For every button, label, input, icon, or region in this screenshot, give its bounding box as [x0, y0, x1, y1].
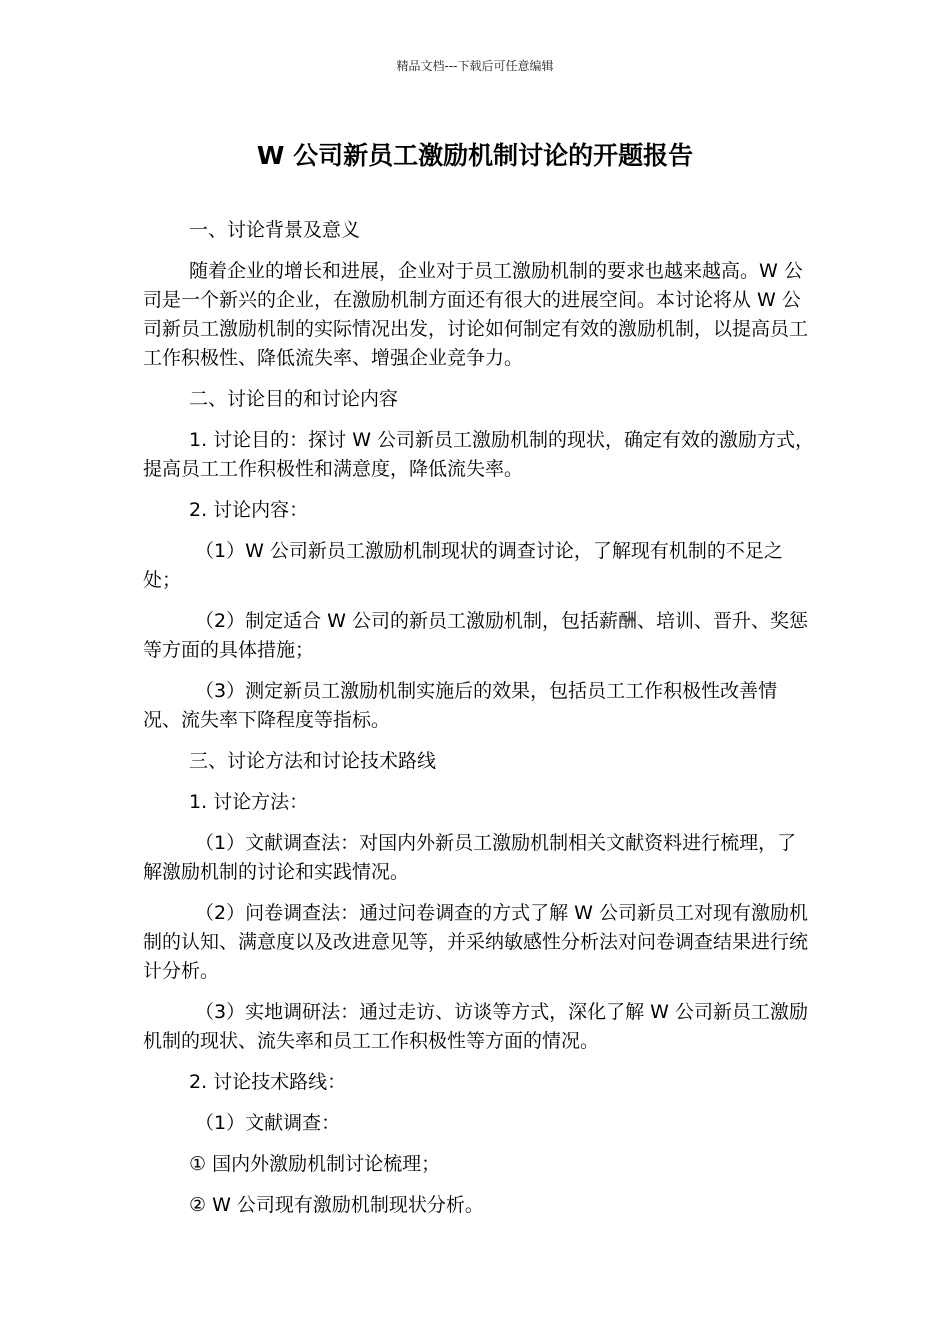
paragraph: 二、讨论目的和讨论内容: [189, 388, 399, 410]
paragraph: 随着企业的增长和进展，企业对于员工激励机制的要求也越来越高。W 公司是一个新兴的企业，在激励机制方面还有很大的进展空间。本讨论将从 W 公司新员工激励机制的实际情况出发，讨论如何制定有效的激励机制，以提高员工工作积极性、降低流失率、增强企业竞争力。: [143, 260, 809, 369]
paragraph: 一、讨论背景及意义: [189, 219, 361, 241]
paragraph: （2）问卷调查法：通过问卷调查的方式了解 W 公司新员工对现有激励机制的认知、满意度以及改进意见等，并采纳敏感性分析法对问卷调查结果进行统计分析。: [143, 902, 809, 982]
paragraph: （2）制定适合 W 公司的新员工激励机制，包括薪酬、培训、晋升、奖惩等方面的具体措施；: [143, 610, 808, 661]
paragraph: （1）文献调查法：对国内外新员工激励机制相关文献资料进行梳理，了解激励机制的讨论和实践情况。: [143, 832, 797, 883]
paragraph: 2. 讨论内容：: [189, 499, 309, 521]
paragraph: 2. 讨论技术路线：: [189, 1071, 347, 1093]
paragraph: ② W 公司现有激励机制现状分析。: [189, 1194, 484, 1216]
paragraph: 三、讨论方法和讨论技术路线: [189, 750, 437, 772]
paragraph: 1. 讨论方法：: [189, 791, 309, 813]
paragraph: （3）实地调研法：通过走访、访谈等方式，深化了解 W 公司新员工激励机制的现状、流失率和员工工作积极性等方面的情况。: [143, 1001, 808, 1052]
document-title: W 公司新员工激励机制讨论的开题报告: [256, 141, 694, 170]
paragraph: ① 国内外激励机制讨论梳理；: [189, 1153, 441, 1175]
paragraph: （1）文献调查：: [195, 1112, 341, 1134]
paragraph: 1. 讨论目的：探讨 W 公司新员工激励机制的现状，确定有效的激励方式，提高员工工作积极性和满意度，降低流失率。: [143, 429, 815, 480]
paragraph: （1）W 公司新员工激励机制现状的调查讨论，了解现有机制的不足之处；: [143, 540, 783, 591]
paragraph: （3）测定新员工激励机制实施后的效果，包括员工工作积极性改善情况、流失率下降程度等指标。: [143, 680, 778, 731]
page-header: 精品文档---下载后可任意编辑: [396, 59, 554, 73]
document-body: [143, 216, 815, 1232]
